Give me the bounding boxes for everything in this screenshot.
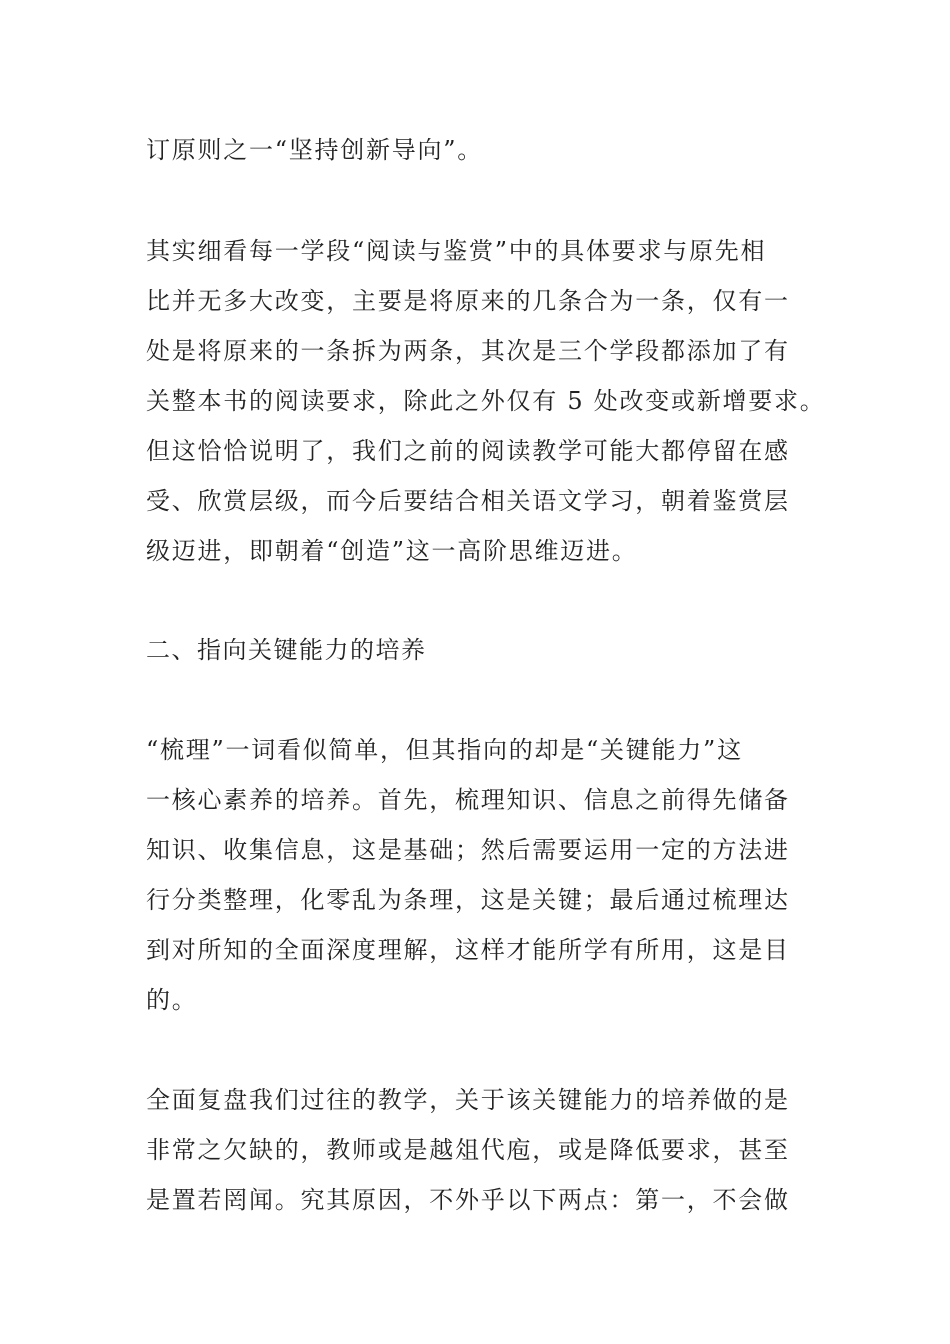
paragraph-line: 行分类整理，化零乱为条理，这是关键；最后通过梳理达 (146, 886, 790, 914)
paragraph-line: 一核心素养的培养。首先，梳理知识、信息之前得先储备 (146, 786, 790, 814)
paragraph-line: 非常之欠缺的，教师或是越俎代庖，或是降低要求，甚至 (146, 1136, 790, 1164)
paragraph-line: 是置若罔闻。究其原因，不外乎以下两点：第一，不会做 (146, 1186, 790, 1214)
paragraph-line: 受、欣赏层级，而今后要结合相关语文学习，朝着鉴赏层 (146, 487, 790, 515)
paragraph-line: 比并无多大改变，主要是将原来的几条合为一条，仅有一 (146, 287, 790, 315)
paragraph-line: 全面复盘我们过往的教学，关于该关键能力的培养做的是 (146, 1086, 790, 1114)
section-heading: 二、指向关键能力的培养 (146, 636, 427, 664)
paragraph-line: 知识、收集信息，这是基础；然后需要运用一定的方法进 (146, 836, 790, 864)
paragraph-line: “梳理”一词看似简单，但其指向的却是“关键能力”这 (146, 736, 743, 764)
paragraph-line: 其实细看每一学段“阅读与鉴赏”中的具体要求与原先相 (146, 237, 767, 265)
paragraph-line: 到对所知的全面深度理解，这样才能所学有所用，这是目 (146, 936, 790, 964)
paragraph-line: 的。 (146, 986, 198, 1014)
paragraph-line: 级迈进，即朝着“创造”这一高阶思维迈进。 (146, 537, 638, 565)
paragraph-line: 订原则之一“坚持创新导向”。 (146, 136, 484, 164)
paragraph-line: 但这恰恰说明了，我们之前的阅读教学可能大都停留在感 (146, 437, 790, 465)
paragraph-line: 处是将原来的一条拆为两条，其次是三个学段都添加了有 (146, 337, 790, 365)
paragraph-line: 关整本书的阅读要求，除此之外仅有 5 处改变或新增要求。 (146, 387, 826, 415)
